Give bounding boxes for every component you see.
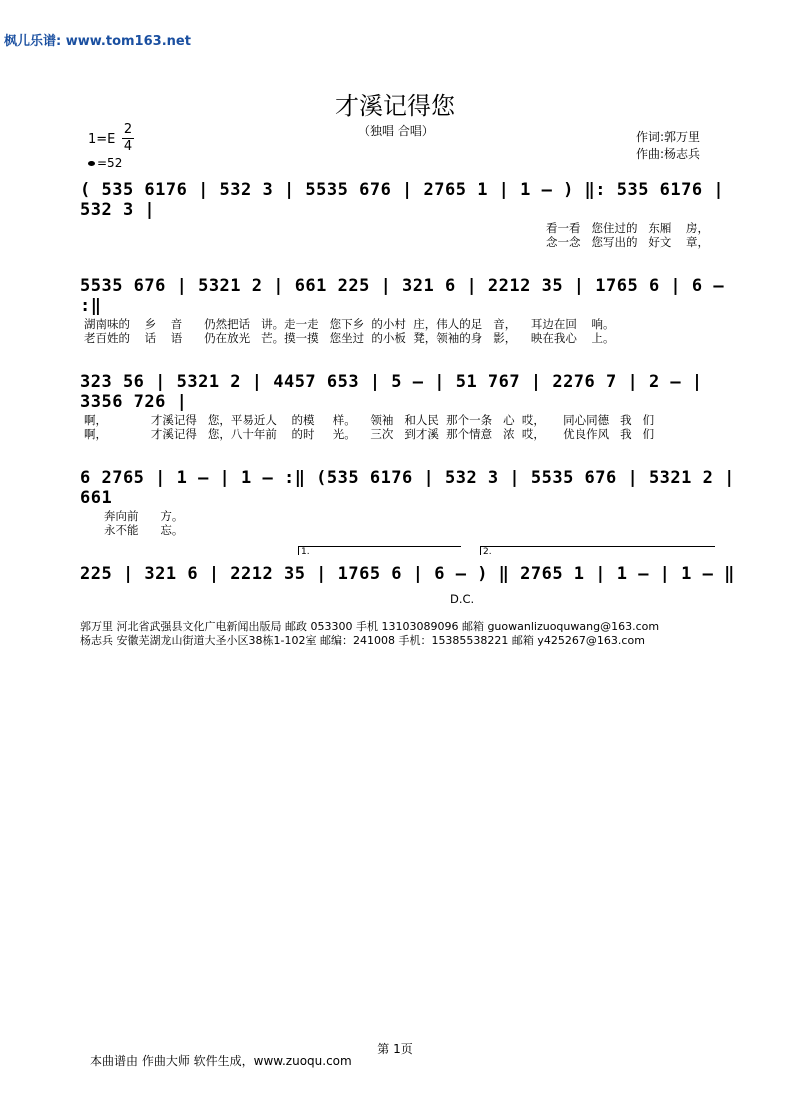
lyrics-line-4a: 奔向前 方。 (104, 509, 184, 523)
composer-credit: 作曲:杨志兵 (636, 147, 701, 161)
lyricist-credit: 作词:郭万里 (636, 130, 701, 144)
contact-lyricist: 郭万里 河北省武强县文化广电新闻出版局 邮政 053300 手机 13103089096 邮箱 guowanlizuoquwang@163.com (80, 620, 660, 633)
notes: ( 535 6176 | 532 3 | 5535 676 | 2765 1 | 1 – ) ‖: 535 6176 | 532 3 | (80, 180, 725, 220)
meter-bottom: 4 (123, 139, 133, 154)
key-signature: 1=E (88, 132, 116, 147)
lyrics-line-1b: 念一念 您写出的 好文 章， (546, 235, 710, 249)
generator-credit[interactable]: 本曲谱由 作曲大师 软件生成，www.zuoqu.com (90, 1054, 352, 1068)
quarter-note-icon (88, 161, 95, 166)
lyrics-line-3a: 啊， 才溪记得 您，平易近人 的模 样。 领袖 和人民 那个一条 心 哎， 同心同德 我 们 (84, 413, 655, 427)
notes: 5535 676 | 5321 2 | 661 225 | 321 6 | 2212 35 | 1765 6 | 6 – :‖ (80, 276, 725, 316)
contact-composer: 杨志兵 安徽芜湖龙山街道大圣小区38栋1-102室 邮编：241008 手机：15385538221 邮箱 y425267@163.com (80, 634, 645, 647)
notes: 323 56 | 5321 2 | 4457 653 | 5 – | 51 767 | 2276 7 | 2 – | 3356 726 | (80, 372, 703, 412)
notation-line-3 (80, 366, 740, 412)
lyrics-line-2a: 湖南味的 乡 音 仍然把话 讲。走一走 您下乡 的小村 庄，伟人的足 音， 耳边在回 响。 (84, 317, 615, 331)
notation-line-5 (80, 558, 740, 592)
lyrics-line-2b: 老百姓的 话 语 仍在放光 芒。摸一摸 您坐过 的小板 凳，领袖的身 影， 映在我心 上。 (84, 331, 615, 345)
page-number: 第 1页 (377, 1042, 413, 1056)
dc-marking: D.C. (450, 592, 475, 606)
notation-line-2 (80, 270, 740, 316)
song-title: 才溪记得您 (335, 92, 455, 120)
notation-line-1 (80, 174, 740, 220)
notes: 6 2765 | 1 – | 1 – :‖ (535 6176 | 532 3 | 5535 676 | 5321 2 | 661 (80, 468, 735, 508)
volta-2: 2. (480, 546, 715, 555)
lyrics-line-4b: 永不能 忘。 (104, 523, 184, 537)
site-header[interactable]: 枫儿乐谱: www.tom163.net (4, 34, 191, 49)
tempo-value: =52 (97, 156, 123, 170)
meter-top: 2 (123, 122, 133, 137)
lyrics-line-1a: 看一看 您住过的 东厢 房， (546, 221, 710, 235)
notation-line-4 (80, 462, 740, 508)
notes: 225 | 321 6 | 2212 35 | 1765 6 | 6 – ) ‖ 2765 1 | 1 – | 1 – ‖ (80, 564, 735, 584)
volta-1: 1. (298, 546, 461, 555)
lyrics-line-3b: 啊， 才溪记得 您，八十年前 的时 光。 三次 到才溪 那个情意 浓 哎， 优良作风 我 们 (84, 427, 655, 441)
time-signature (122, 122, 134, 155)
song-subtitle: （独唱 合唱） (358, 124, 434, 138)
tempo-marking (88, 156, 122, 170)
